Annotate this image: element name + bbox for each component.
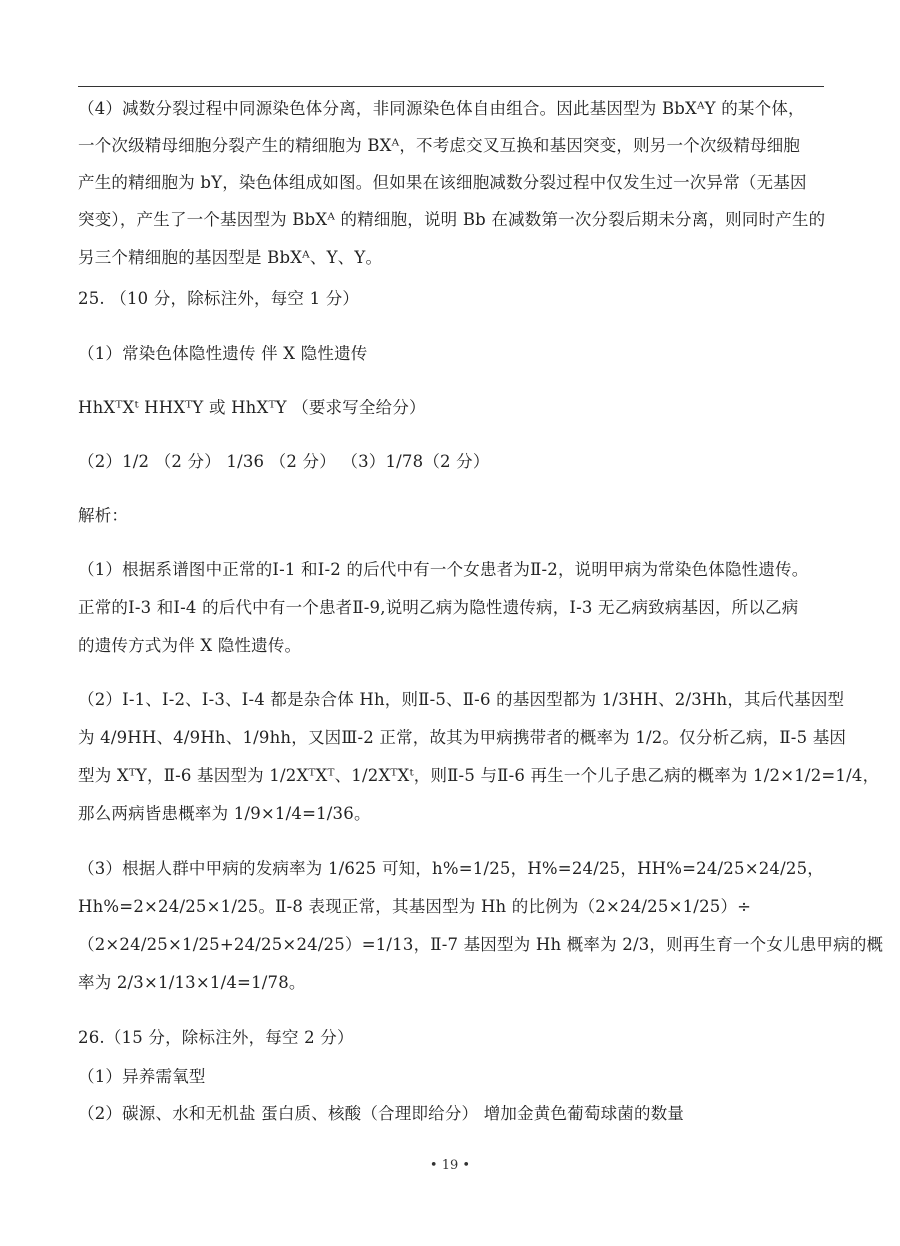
answer-line: （2）1/2 （2 分） 1/36 （2 分） （3）1/78（2 分） <box>78 452 490 471</box>
answer-line: （1）异养需氧型 <box>78 1067 206 1086</box>
text-line: 型为 XᵀY，Ⅱ-6 基因型为 1/2XᵀXᵀ、1/2XᵀXᵗ，则Ⅱ-5 与Ⅱ-6 再生一个儿子患乙病的概率为 1/2×1/2=1/4， <box>78 766 880 785</box>
text-line: 那么两病皆患概率为 1/9×1/4=1/36。 <box>78 804 371 823</box>
text-line: 率为 2/3×1/13×1/4=1/78。 <box>78 973 306 992</box>
question-heading: 25. （10 分，除标注外，每空 1 分） <box>78 289 360 308</box>
text-line: （4）减数分裂过程中同源染色体分离，非同源染色体自由组合。因此基因型为 BbXᴬY 的某个体， <box>78 99 805 118</box>
answer-line: HhXᵀXᵗ HHXᵀY 或 HhXᵀY （要求写全给分） <box>78 398 426 417</box>
text-line: 为 4/9HH、4/9Hh、1/9hh，又因Ⅲ-2 正常，故其为甲病携带者的概率为 1/2。仅分析乙病，Ⅱ-5 基因 <box>78 728 847 747</box>
answer-line: （1）常染色体隐性遗传 伴 X 隐性遗传 <box>78 344 368 363</box>
text-line: 另三个精细胞的基因型是 BbXᴬ、Y、Y。 <box>78 248 383 267</box>
text-line: 一个次级精母细胞分裂产生的精细胞为 BXᴬ，不考虑交叉互换和基因突变，则另一个次级精母细胞 <box>78 136 801 155</box>
page-number: • 19 • <box>429 1158 471 1173</box>
answer-line: （2）碳源、水和无机盐 蛋白质、核酸（合理即给分） 增加金黄色葡萄球菌的数量 <box>78 1104 685 1123</box>
text-line: Hh%=2×24/25×1/25。Ⅱ-8 表现正常，其基因型为 Hh 的比例为（2×24/25×1/25）÷ <box>78 897 752 916</box>
text-line: 正常的Ⅰ-3 和Ⅰ-4 的后代中有一个患者Ⅱ-9,说明乙病为隐性遗传病，I-3 无乙病致病基因，所以乙病 <box>78 598 799 617</box>
question-heading: 26.（15 分，除标注外，每空 2 分） <box>78 1028 354 1047</box>
top-rule <box>78 86 824 87</box>
text-line: （2×24/25×1/25+24/25×24/25）=1/13，Ⅱ-7 基因型为 Hh 概率为 2/3，则再生育一个女儿患甲病的概 <box>78 935 884 954</box>
text-line: （3）根据人群中甲病的发病率为 1/625 可知，h%=1/25，H%=24/25，HH%=24/25×24/25， <box>78 859 824 878</box>
text-line: 突变），产生了一个基因型为 BbXᴬ 的精细胞，说明 Bb 在减数第一次分裂后期未分离，则同时产生的 <box>78 210 826 229</box>
text-line: 产生的精细胞为 bY，染色体组成如图。但如果在该细胞减数分裂过程中仅发生过一次异常（无基因 <box>78 173 807 192</box>
text-line: （2）I-1、I-2、I-3、I-4 都是杂合体 Hh，则Ⅱ-5、Ⅱ-6 的基因型都为 1/3HH、2/3Hh，其后代基因型 <box>78 690 845 709</box>
text-line: （1）根据系谱图中正常的Ⅰ-1 和Ⅰ-2 的后代中有一个女患者为Ⅱ-2，说明甲病为常染色体隐性遗传。 <box>78 560 809 579</box>
text-line: 的遗传方式为伴 X 隐性遗传。 <box>78 636 302 655</box>
analysis-label: 解析： <box>78 506 129 525</box>
